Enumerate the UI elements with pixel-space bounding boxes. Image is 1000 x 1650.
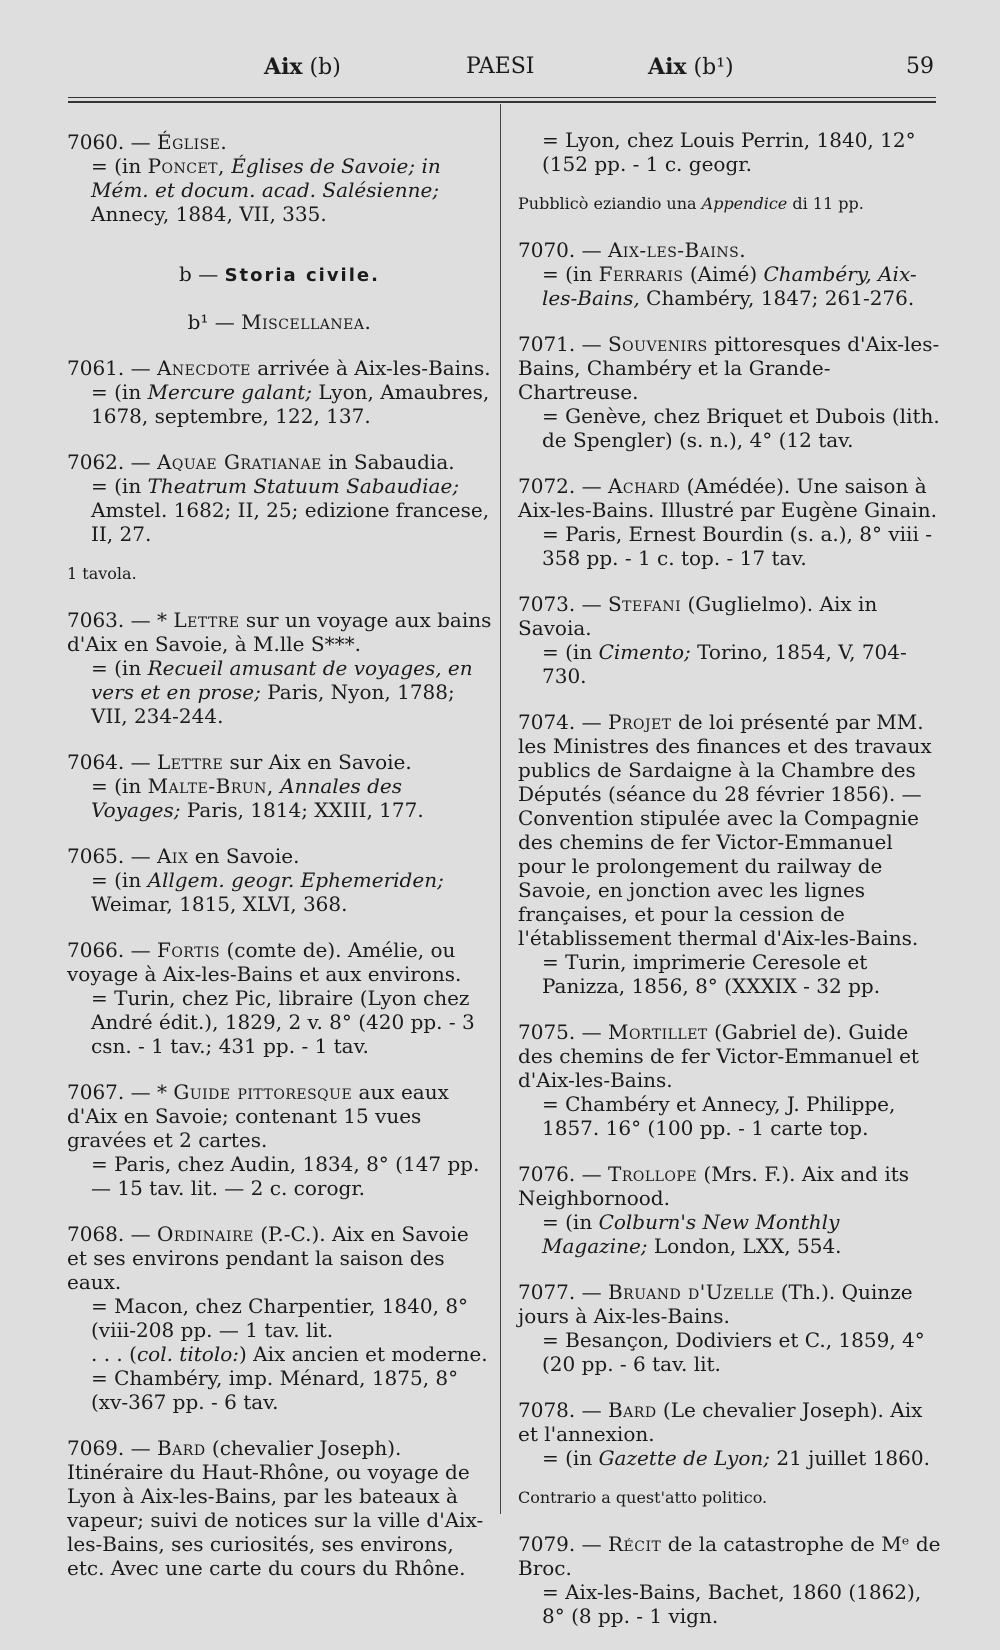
left-column — [67, 130, 492, 1602]
entry-number: 7068. — — [67, 1222, 151, 1246]
entry-source: Theatrum Statuum Sabaudiae; — [147, 474, 460, 498]
entry-7079 — [518, 1532, 943, 1628]
entry-7070 — [518, 238, 943, 310]
entry-number: 7070. — — [518, 238, 602, 262]
entry-author: Ferraris — [598, 262, 684, 286]
entry-text: Lyon, Amaubres, 1678, septembre, 122, 137. — [91, 380, 490, 428]
entry-7076 — [518, 1162, 943, 1258]
entry-source: Recueil amusant de voyages, en vers et en prose; — [91, 656, 473, 704]
entry-title: Bruand d'Uzelle — [607, 1280, 775, 1304]
entry-7062 — [67, 450, 492, 546]
entry-text: = (in — [91, 656, 148, 680]
entry-title: Bard — [156, 1436, 206, 1460]
entry-title: Trollope — [607, 1162, 698, 1186]
entry-source: Gazette de Lyon; — [598, 1446, 770, 1470]
entry-text: (Mrs. F.). Aix and its Neighbornood. — [518, 1162, 910, 1210]
entry-title: Aquae Gratianae — [156, 450, 322, 474]
entry-source: Cimento; — [598, 640, 691, 664]
entry-text: . . . ( — [91, 1342, 137, 1366]
entry-text: in Sabaudia. — [328, 450, 455, 474]
entry-number: 7075. — — [518, 1020, 602, 1044]
entry-text: = (in — [91, 774, 148, 798]
entry-text: Amstel. 1682; II, 25; edizione francese, II, 27. — [91, 498, 490, 546]
entry-imprint: = Aix-les-Bains, Bachet, 1860 (1862), 8° (8 pp. - 1 vign. — [542, 1580, 922, 1628]
entry-text: = (in — [542, 640, 599, 664]
entry-imprint: = Besançon, Dodiviers et C., 1859, 4° (20 pp. - 6 tav. lit. — [542, 1328, 925, 1376]
entry-number: 7074. — — [518, 710, 602, 734]
entry-text: aux eaux d'Aix en Savoie; contenant 15 vues gravées et 2 cartes. — [67, 1080, 449, 1152]
entry-source: Chambéry, Aix-les-Bains, — [542, 262, 917, 310]
header-left-sub: (b) — [309, 55, 341, 80]
entry-title: Fortis — [156, 938, 221, 962]
entry-title: Achard — [607, 474, 681, 498]
entry-source: Annales des Voyages; — [91, 774, 403, 822]
entry-author: Malte-Brun, — [147, 774, 274, 798]
entry-text: Paris, Nyon, 1788; VII, 234-244. — [91, 680, 455, 728]
section-label: b¹ — — [187, 310, 235, 334]
section-heading-b1 — [67, 310, 492, 334]
entry-title: Récit — [607, 1532, 662, 1556]
entry-title: Anecdote — [156, 356, 251, 380]
entry-author: Poncet, — [147, 154, 225, 178]
entry-number: 7064. — — [67, 750, 151, 774]
entry-7077 — [518, 1280, 943, 1376]
entry-title: Mortillet — [607, 1020, 708, 1044]
entry-imprint: = Chambéry et Annecy, J. Philippe, 1857. 16° (100 pp. - 1 carte top. — [542, 1092, 896, 1140]
header-rule-thick — [68, 101, 936, 103]
header-left-title: Aix — [264, 54, 303, 80]
entry-text: en Savoie. — [194, 844, 300, 868]
entry-text: (Guglielmo). Aix in Savoia. — [518, 592, 878, 640]
entry-note: Contrario a quest'atto politico. — [518, 1488, 768, 1507]
entry-text: de la catastrophe de Mᵉ de Broc. — [518, 1532, 941, 1580]
entry-text: (Th.). Quinze jours à Aix-les-Bains. — [518, 1280, 913, 1328]
section-title: Miscellanea. — [241, 310, 372, 334]
entry-7071 — [518, 332, 943, 452]
entry-text: London, LXX, 554. — [653, 1234, 842, 1258]
running-header-right — [648, 54, 734, 80]
running-header-left — [264, 54, 341, 80]
entry-text: Weimar, 1815, XLVI, 368. — [91, 892, 348, 916]
page-number: 59 — [906, 54, 934, 79]
note-text: Pubblicò eziandio una — [518, 194, 702, 213]
entry-number: 7077. — — [518, 1280, 602, 1304]
entry-number: 7078. — — [518, 1398, 602, 1422]
entry-text: ) Aix ancien et moderne. — [239, 1342, 488, 1366]
entry-7063 — [67, 608, 492, 728]
entry-text: (Amédée). Une saison à Aix-les-Bains. Illustré par Eugène Ginain. — [518, 474, 937, 522]
entry-source: Mercure galant; — [147, 380, 312, 404]
entry-number: 7067. — * — [67, 1080, 167, 1104]
entry-text: = (in — [542, 1446, 599, 1470]
entry-number: 7065. — — [67, 844, 151, 868]
note-italic: Appendice — [701, 194, 788, 213]
entry-text: = (in — [91, 474, 148, 498]
entry-imprint: = Chambéry, imp. Ménard, 1875, 8° (xv-367 pp. - 6 tav. — [91, 1366, 459, 1414]
entry-title: Projet — [607, 710, 672, 734]
entry-text: = (in — [91, 868, 148, 892]
entry-number: 7071. — — [518, 332, 602, 356]
entry-7065 — [67, 844, 492, 916]
entry-text: = (in — [91, 154, 148, 178]
section-title: Storia civile. — [224, 265, 380, 286]
entry-title: Souvenirs — [607, 332, 708, 356]
entry-title: Lettre — [156, 750, 224, 774]
entry-text: = (in — [542, 262, 599, 286]
entry-number: 7061. — — [67, 356, 151, 380]
entry-source: Églises de Savoie; in Mém. et docum. acad. Salésienne; — [91, 154, 441, 202]
entry-number: 7062. — — [67, 450, 151, 474]
entry-7074 — [518, 710, 943, 998]
entry-imprint: = Macon, chez Charpentier, 1840, 8° (viii-208 pp. — 1 tav. lit. — [91, 1294, 469, 1342]
entry-text: pittoresques d'Aix-les-Bains, Chambéry et la Grande-Chartreuse. — [518, 332, 940, 404]
entry-text: 21 juillet 1860. — [776, 1446, 930, 1470]
entry-7073 — [518, 592, 943, 688]
entry-title: Stefani — [607, 592, 682, 616]
entry-number: 7060. — — [67, 130, 151, 154]
entry-text: sur Aix en Savoie. — [229, 750, 412, 774]
header-right-title: Aix — [648, 54, 687, 80]
entry-7066 — [67, 938, 492, 1058]
entry-imprint: = Turin, imprimerie Ceresole et Panizza, 1856, 8° (XXXIX - 32 pp. — [542, 950, 881, 998]
entry-text: Torino, 1854, V, 704-730. — [542, 640, 907, 688]
entry-title: Aix-les-Bains. — [607, 238, 747, 262]
entry-text: (Aimé) — [689, 262, 758, 286]
entry-text: (P.-C.). Aix en Savoie et ses environs pendant la saison des eaux. — [67, 1222, 469, 1294]
entry-text: (comte de). Amélie, ou voyage à Aix-les-Bains et aux environs. — [67, 938, 462, 986]
entry-imprint: = Paris, Ernest Bourdin (s. a.), 8° viii - 358 pp. - 1 c. top. - 17 tav. — [542, 522, 932, 570]
entry-title: Aix — [156, 844, 189, 868]
section-label: b — — [179, 262, 219, 286]
column-divider — [500, 104, 501, 1514]
entry-title: Bard — [607, 1398, 657, 1422]
entry-note: 1 tavola. — [67, 564, 137, 583]
running-header-center: PAESI — [466, 54, 535, 79]
entry-text: sur un voyage aux bains d'Aix en Savoie, à M.lle S***. — [67, 608, 492, 656]
entry-note — [518, 192, 943, 216]
entry-7061 — [67, 356, 492, 428]
entry-text: Paris, 1814; XXIII, 177. — [186, 798, 424, 822]
entry-number: 7076. — — [518, 1162, 602, 1186]
entry-7075 — [518, 1020, 943, 1140]
entry-number: 7069. — — [67, 1436, 151, 1460]
entry-7078 — [518, 1398, 943, 1470]
entry-number: 7066. — — [67, 938, 151, 962]
entry-source: col. titolo: — [136, 1342, 239, 1366]
entry-number: 7079. — — [518, 1532, 602, 1556]
section-heading-b — [67, 262, 492, 288]
entry-title: Ordinaire — [156, 1222, 254, 1246]
entry-text: (chevalier Joseph). Itinéraire du Haut-Rhône, ou voyage de Lyon à Aix-les-Bains, par les bateaux à vapeur; suivi de notices sur la ville d'Aix-les-Bains, ses curiosités, ses environs, etc. Avec une carte du cours du Rhône. — [67, 1436, 484, 1580]
entry-text: Annecy, 1884, VII, 335. — [91, 202, 327, 226]
entry-number: 7063. — * — [67, 608, 167, 632]
entry-imprint: = Genève, chez Briquet et Dubois (lith. de Spengler) (s. n.), 4° (12 tav. — [542, 404, 940, 452]
entry-7072 — [518, 474, 943, 570]
entry-text: Chambéry, 1847; 261-276. — [646, 286, 915, 310]
entry-imprint: = Lyon, chez Louis Perrin, 1840, 12° (152 pp. - 1 c. geogr. — [542, 128, 916, 176]
entry-title: Église. — [156, 130, 228, 154]
entry-7060 — [67, 130, 492, 226]
entry-7064 — [67, 750, 492, 822]
entry-text: arrivée à Aix-les-Bains. — [257, 356, 491, 380]
entry-number: 7073. — — [518, 592, 602, 616]
entry-7067 — [67, 1080, 492, 1200]
entry-text: = (in — [542, 1210, 599, 1234]
entry-imprint: = Turin, chez Pic, libraire (Lyon chez André édit.), 1829, 2 v. 8° (420 pp. - 3 csn. - 1 tav.; 431 pp. - 1 tav. — [91, 986, 475, 1058]
entry-7069-continued — [518, 128, 943, 176]
entry-text: (Gabriel de). Guide des chemins de fer Victor-Emmanuel et d'Aix-les-Bains. — [518, 1020, 919, 1092]
entry-text: = (in — [91, 380, 148, 404]
entry-title: Guide pittoresque — [173, 1080, 353, 1104]
entry-source: Allgem. geogr. Ephemeriden; — [147, 868, 444, 892]
entry-text: (Le chevalier Joseph). Aix et l'annexion. — [518, 1398, 923, 1446]
right-column — [518, 128, 943, 1650]
entry-7069 — [67, 1436, 492, 1580]
entry-text: de loi présenté par MM. les Ministres des finances et des travaux publics de Sardaigne à la Chambre des Députés (séance du 28 février 1856). — Convention stipulée avec la Compagnie des chemins de fer Victor-Emmanuel pour le prolongement du railway de Savoie, en jonction avec les lignes françaises, et pour la cession de l'établissement thermal d'Aix-les-Bains. — [518, 710, 932, 950]
entry-imprint: = Paris, chez Audin, 1834, 8° (147 pp. — 15 tav. lit. — 2 c. corogr. — [91, 1152, 480, 1200]
note-text: di 11 pp. — [787, 194, 864, 213]
header-right-sub: (b¹) — [693, 55, 734, 80]
entry-title: Lettre — [173, 608, 240, 632]
entry-number: 7072. — — [518, 474, 602, 498]
entry-7068 — [67, 1222, 492, 1414]
entry-source: Colburn's New Monthly Magazine; — [542, 1210, 840, 1258]
header-rule-thin — [68, 97, 936, 98]
